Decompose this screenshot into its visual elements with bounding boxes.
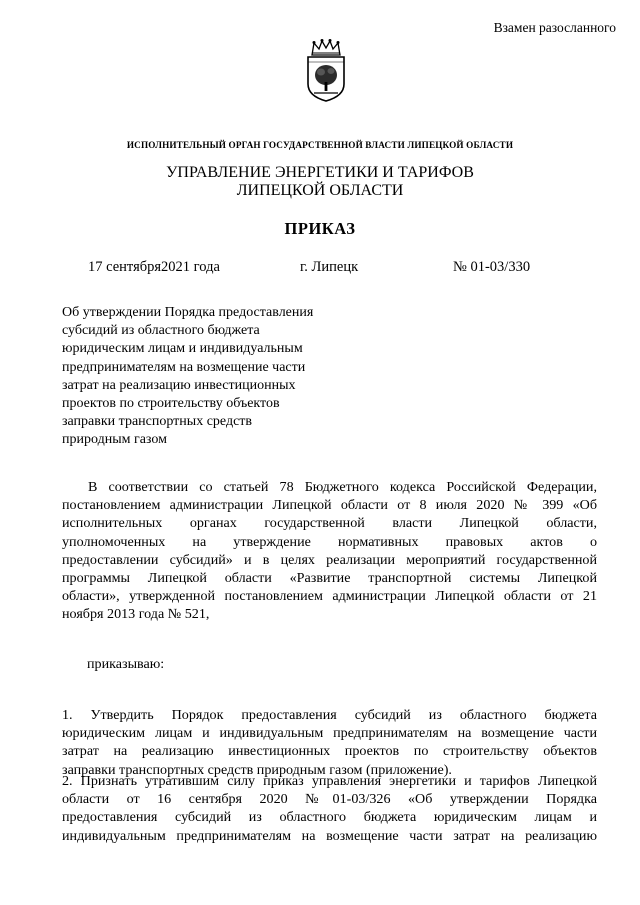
paragraph-line: 2. Признать утратившим силу приказ управления энергетики и тарифов Липецкой (62, 773, 597, 789)
paragraph-line: затрат на реализацию инвестиционных проектов по строительству объектов (62, 743, 597, 760)
order-date: 17 сентября2021 года (88, 259, 220, 275)
subject-line: субсидий из областного бюджета (62, 323, 260, 339)
paragraph-line: В соответствии со статьей 78 Бюджетного кодекса Российской Федерации, (88, 479, 597, 495)
paragraph-line: уполномоченных на утверждение нормативных правовых актов о (62, 533, 597, 550)
order-city: г. Липецк (300, 259, 359, 275)
preamble-paragraph (62, 478, 597, 624)
order-item-1 (62, 706, 597, 779)
subject-line: предпринимателям на возмещение части (62, 359, 306, 375)
paragraph-line: индивидуальным предпринимателям на возмещение части затрат на реализацию (62, 827, 597, 844)
paragraph-line: постановлением администрации Липецкой области от 8 июля 2020 № 399 «Об (62, 497, 597, 514)
subject-line: юридическим лицам и индивидуальным (62, 341, 303, 357)
paragraph-line: предоставления субсидий из областного бюджета юридическим лицам и (62, 809, 597, 826)
paragraph-line: ноября 2013 года № 521, (62, 606, 210, 623)
paragraph-line: юридическим лицам и индивидуальным предпринимателям на возмещение части (62, 725, 597, 742)
issuing-authority: ИСПОЛНИТЕЛЬНЫЙ ОРГАН ГОСУДАРСТВЕННОЙ ВЛАСТИ ЛИПЕЦКОЙ ОБЛАСТИ (126, 140, 514, 150)
document-type-title: ПРИКАЗ (284, 219, 356, 238)
paragraph-line: области», утвержденной постановлением администрации Липецкой области от 21 (62, 588, 597, 605)
coat-of-arms-icon (302, 38, 350, 102)
order-number: № 01-03/330 (453, 259, 531, 275)
order-subject (62, 304, 362, 450)
subject-line: проектов по строительству объектов (62, 396, 280, 412)
subject-line: природным газом (62, 432, 167, 448)
decree-word: приказываю: (87, 656, 165, 672)
paragraph-line: 1. Утвердить Порядок предоставления субсидий из областного бюджета (62, 707, 597, 723)
replacement-note: Взамен разосланного (493, 20, 616, 35)
subject-line: заправки транспортных средств (62, 414, 253, 430)
order-item-2 (62, 772, 597, 845)
paragraph-line: заправки транспортных средств природным газом (приложение). (62, 761, 452, 778)
paragraph-line: области от 16 сентября 2020 №01-03/326 «Об утверждении Порядка (62, 791, 597, 808)
department-name-line-1: УПРАВЛЕНИЕ ЭНЕРГЕТИКИ И ТАРИФОВ (166, 164, 474, 181)
paragraph-line: предоставлении субсидий» и в целях реализации мероприятий государственной (62, 551, 597, 568)
subject-line: Об утверждении Порядка предоставления (62, 305, 314, 320)
paragraph-line: исполнительных органах государственной власти Липецкой области, (62, 515, 597, 532)
paragraph-line: программы Липецкой области «Развитие транспортной системы Липецкой (62, 569, 597, 586)
department-name-line-2: ЛИПЕЦКОЙ ОБЛАСТИ (236, 182, 404, 199)
subject-line: затрат на реализацию инвестиционных (62, 377, 296, 393)
